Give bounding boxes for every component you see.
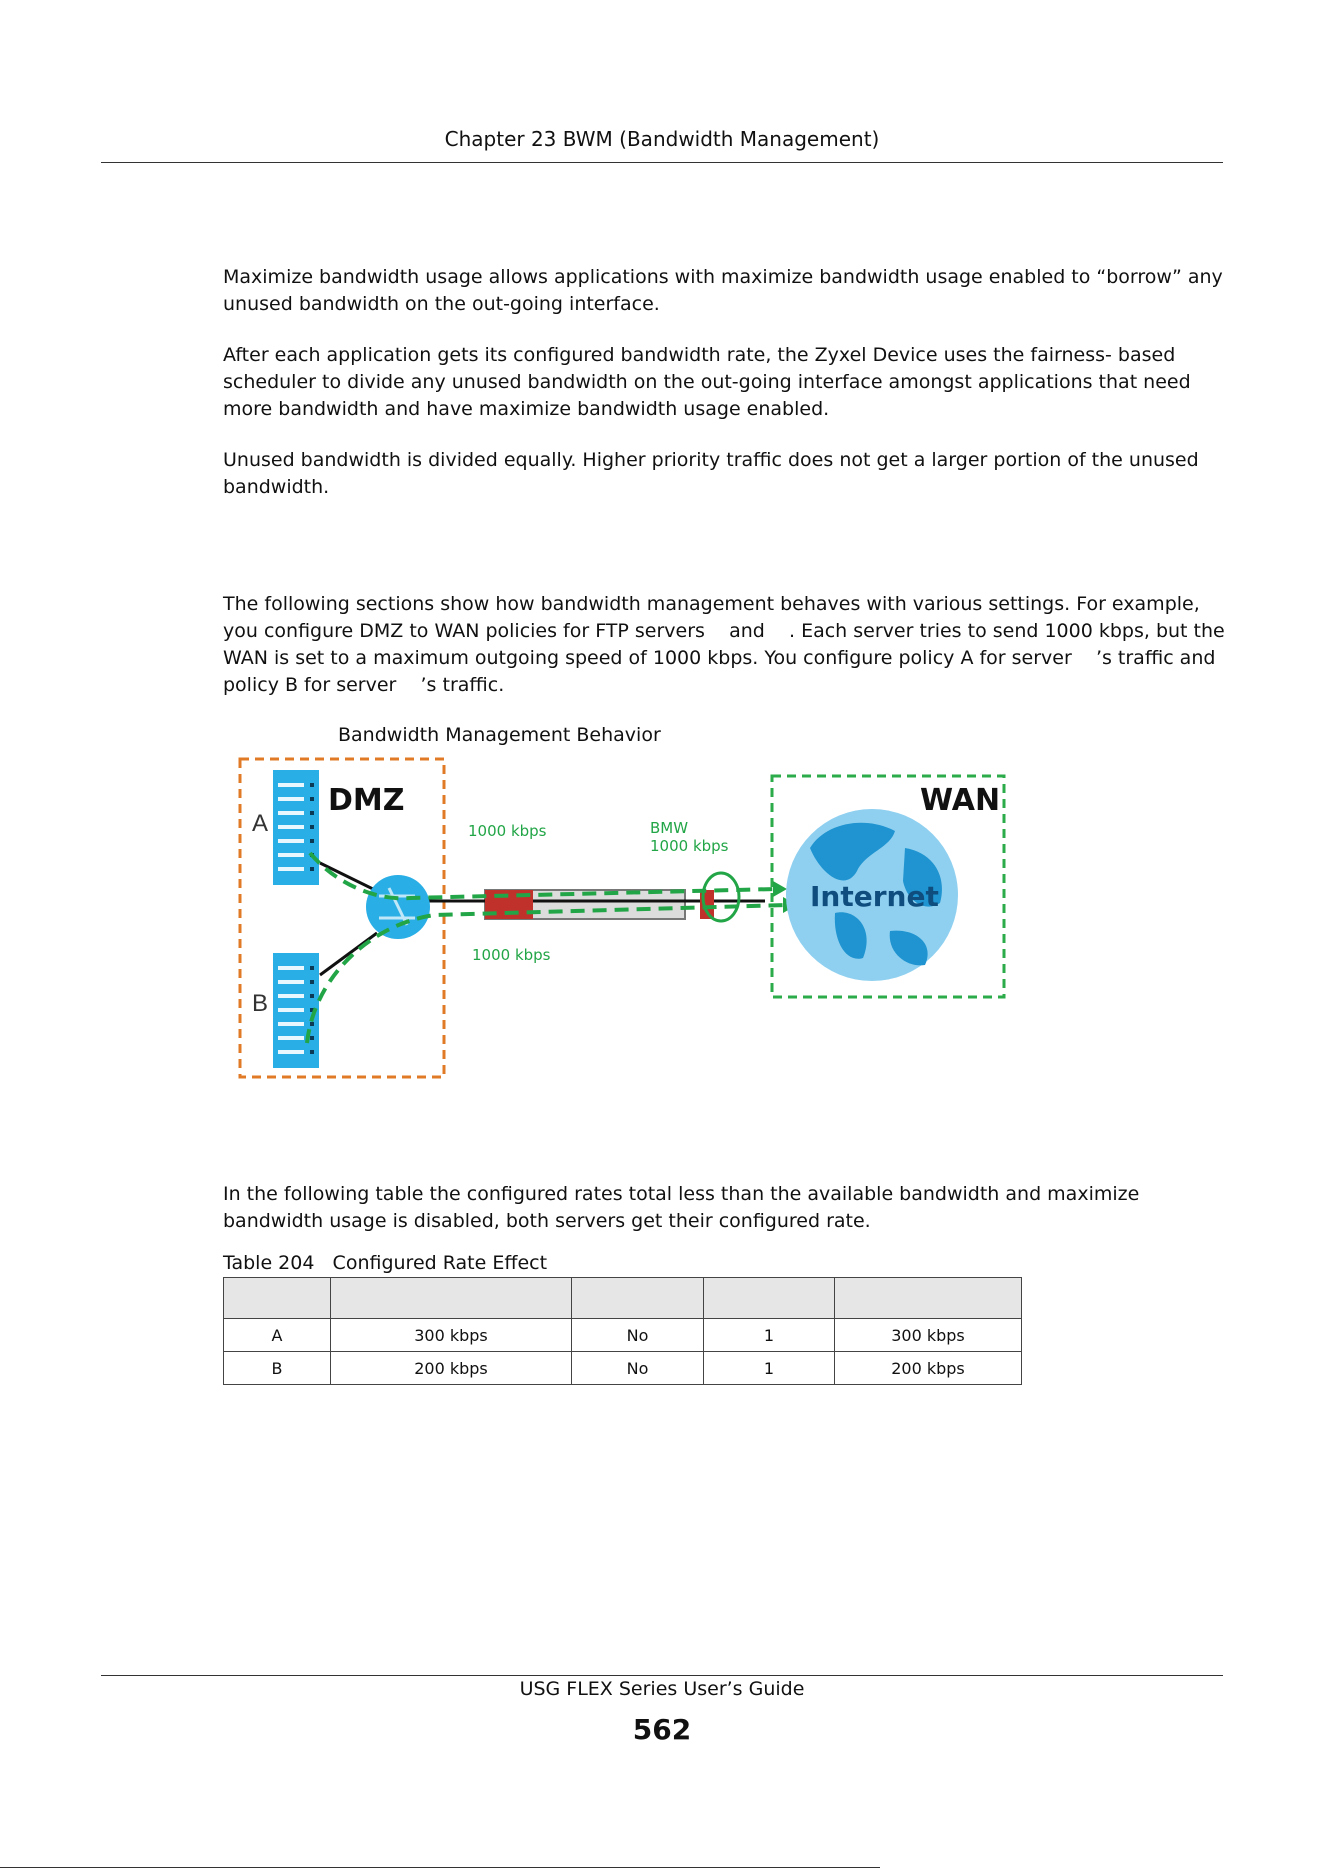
bmw-label: BMW (650, 819, 689, 837)
paragraph-text: Unused bandwidth is divided equally. Higher priority traffic does not get a larger portion of the unused bandwidth. (223, 449, 1199, 498)
table-cell: 200 kbps (331, 1352, 572, 1385)
table-header-cell (835, 1278, 1022, 1319)
table-cell: 300 kbps (835, 1319, 1022, 1352)
rate-top-label: 1000 kbps (468, 822, 547, 840)
table-cell: 1 (704, 1352, 835, 1385)
wan-label: WAN (920, 783, 1001, 818)
table-row (224, 1352, 1022, 1385)
footer-divider (101, 1675, 1223, 1676)
table-header-cell (224, 1278, 331, 1319)
configured-rate-table (223, 1277, 1022, 1385)
table-cell: 300 kbps (331, 1319, 572, 1352)
server-a-icon (273, 770, 319, 885)
server-a-label: A (252, 810, 269, 837)
header-divider (101, 162, 1223, 163)
table-cell: No (572, 1352, 704, 1385)
table-title: Table 204 Configured Rate Effect (223, 1252, 548, 1274)
table-cell: 200 kbps (835, 1352, 1022, 1385)
table-header-row (224, 1278, 1022, 1319)
table-header-cell (572, 1278, 704, 1319)
paragraph-example (223, 591, 1233, 699)
table-cell: 1 (704, 1319, 835, 1352)
footer-guide-title: USG FLEX Series User’s Guide (519, 1678, 805, 1700)
page-number: 562 (632, 1713, 692, 1746)
paragraph-text: After each application gets its configured bandwidth rate, the Zyxel Device uses the fairness- based scheduler to divide any unused bandwidth on the out-going interface amongst applications that need more bandwidth and have maximize bandwidth usage enabled. (223, 344, 1191, 420)
table-cell: No (572, 1319, 704, 1352)
paragraph-text: The following sections show how bandwidth management behaves with various settings. For example, you configure DMZ to WAN policies for FTP servers and . Each server tries to send 1000 kbps, but the WAN is set to a maximum outgoing speed of 1000 kbps. You configure policy A for server ’s traffic and policy B for server ’s traffic. (223, 593, 1231, 696)
server-b-label: B (252, 990, 269, 1017)
bottom-edge-line (0, 1867, 880, 1868)
paragraph-table-intro (223, 1181, 1233, 1235)
bandwidth-diagram (235, 753, 1015, 1093)
paragraph-unused-bandwidth (223, 447, 1233, 501)
figure-title: Bandwidth Management Behavior (338, 724, 661, 746)
paragraph-fairness-scheduler (223, 342, 1233, 423)
table-header-cell (331, 1278, 572, 1319)
page-header-title: Chapter 23 BWM (Bandwidth Management) (444, 127, 880, 151)
table-row (224, 1319, 1022, 1352)
dmz-label: DMZ (328, 783, 405, 818)
table-header-cell (704, 1278, 835, 1319)
table-cell: B (224, 1352, 331, 1385)
internet-label: Internet (810, 880, 939, 913)
paragraph-maximize-bandwidth (223, 264, 1233, 318)
server-b-icon (273, 953, 319, 1068)
paragraph-text: Maximize bandwidth usage allows applications with maximize bandwidth usage enabled to “borrow” any unused bandwidth on the out-going interface. (223, 266, 1223, 315)
table-cell: A (224, 1319, 331, 1352)
bmw-rate-label: 1000 kbps (650, 837, 729, 855)
paragraph-text: In the following table the configured rates total less than the available bandwidth and maximize bandwidth usage is disabled, both servers get their configured rate. (223, 1183, 1140, 1232)
rate-bottom-label: 1000 kbps (472, 946, 551, 964)
